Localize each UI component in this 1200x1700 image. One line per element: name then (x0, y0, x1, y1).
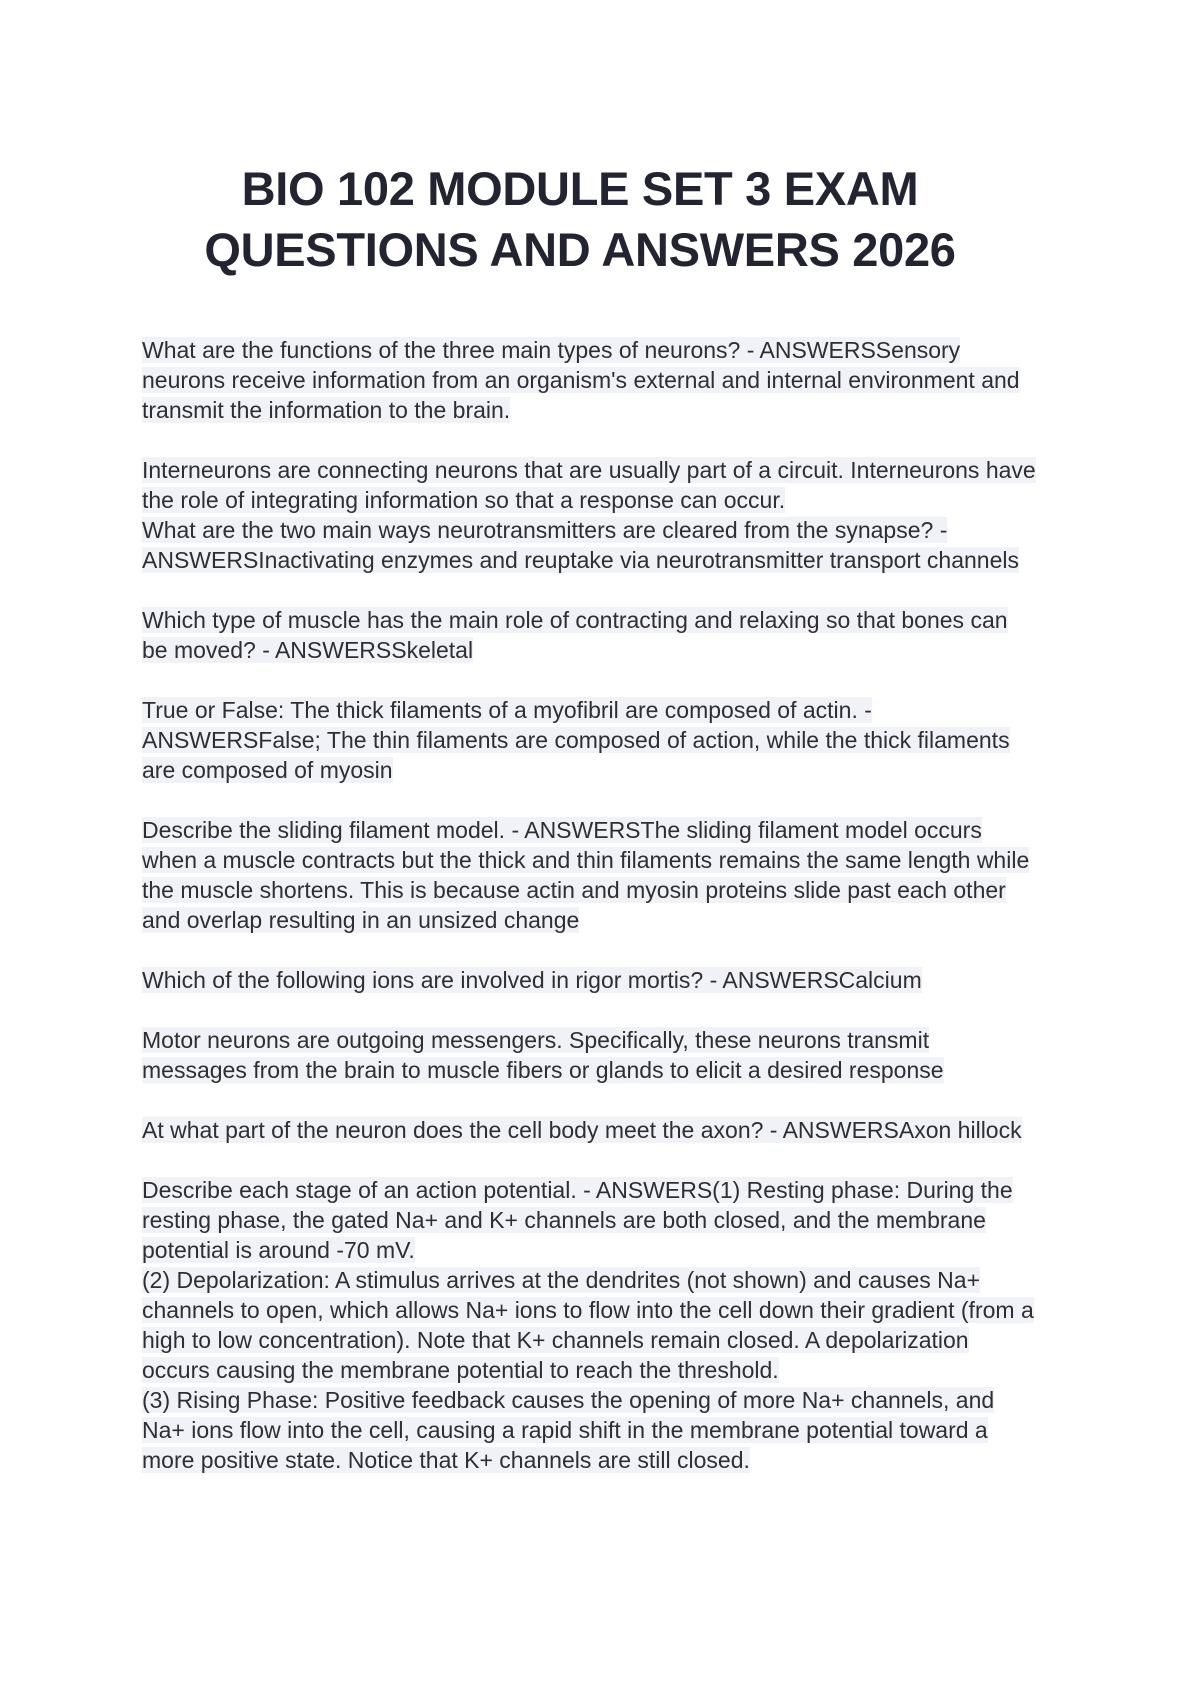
qa-item-interneurons (142, 455, 1072, 515)
qa-item-sliding-filament (142, 815, 1072, 935)
qa-content (142, 335, 1072, 1505)
text-line: channels to open, which allows Na+ ions to flow into the cell down their gradient (from a (142, 1297, 1034, 1323)
text-line: Which of the following ions are involved in rigor mortis? - ANSWERSCalcium (142, 967, 922, 993)
text-line: (2) Depolarization: A stimulus arrives at the dendrites (not shown) and causes Na+ (142, 1267, 981, 1293)
text-line: At what part of the neuron does the cell body meet the axon? - ANSWERSAxon hillock (142, 1117, 1022, 1143)
text-line: resting phase, the gated Na+ and K+ channels are both closed, and the membrane (142, 1207, 986, 1233)
qa-item-motor-neurons (142, 1025, 1072, 1085)
qa-item-muscle-type (142, 605, 1072, 665)
qa-item-neurotransmitter-clearance (142, 515, 1072, 575)
text-line: occurs causing the membrane potential to reach the threshold. (142, 1357, 779, 1383)
text-line: transmit the information to the brain. (142, 397, 511, 423)
text-line: ANSWERSFalse; The thin filaments are composed of action, while the thick filaments (142, 727, 1010, 753)
text-line: be moved? - ANSWERSSkeletal (142, 637, 474, 663)
title-line-1: BIO 102 MODULE SET 3 EXAM (241, 162, 919, 215)
text-line: ANSWERSInactivating enzymes and reuptake via neurotransmitter transport channels (142, 547, 1019, 573)
text-line: the role of integrating information so that a response can occur. (142, 487, 786, 513)
qa-item-neuron-types (142, 335, 1072, 425)
text-line: What are the functions of the three main types of neurons? - ANSWERSSensory (142, 337, 961, 363)
document-title (150, 158, 1010, 280)
text-line: Describe the sliding filament model. - ANSWERSThe sliding filament model occurs (142, 817, 982, 843)
text-line: Na+ ions flow into the cell, causing a rapid shift in the membrane potential toward a (142, 1417, 988, 1443)
text-line: Describe each stage of an action potential. - ANSWERS(1) Resting phase: During the (142, 1177, 1013, 1203)
text-line: high to low concentration). Note that K+ channels remain closed. A depolarization (142, 1327, 969, 1353)
text-line: and overlap resulting in an unsized change (142, 907, 580, 933)
text-line: Which type of muscle has the main role of contracting and relaxing so that bones can (142, 607, 1008, 633)
qa-item-thick-filaments (142, 695, 1072, 785)
text-line: Motor neurons are outgoing messengers. Specifically, these neurons transmit (142, 1027, 930, 1053)
text-line: when a muscle contracts but the thick and thin filaments remains the same length while (142, 847, 1030, 873)
text-line: potential is around -70 mV. (142, 1237, 415, 1263)
text-line: neurons receive information from an organism's external and internal environment and (142, 367, 1020, 393)
text-line: (3) Rising Phase: Positive feedback causes the opening of more Na+ channels, and (142, 1387, 995, 1413)
text-line: messages from the brain to muscle fibers or glands to elicit a desired response (142, 1057, 944, 1083)
qa-item-rigor-mortis (142, 965, 1072, 995)
text-line: What are the two main ways neurotransmitters are cleared from the synapse? - (142, 517, 948, 543)
qa-item-action-potential (142, 1175, 1072, 1475)
text-line: True or False: The thick filaments of a myofibril are composed of actin. - (142, 697, 872, 723)
title-line-2: QUESTIONS AND ANSWERS 2026 (204, 223, 956, 276)
text-line: are composed of myosin (142, 757, 393, 783)
text-line: the muscle shortens. This is because actin and myosin proteins slide past each other (142, 877, 1006, 903)
qa-item-axon-hillock (142, 1115, 1072, 1145)
text-line: more positive state. Notice that K+ channels are still closed. (142, 1447, 750, 1473)
text-line: Interneurons are connecting neurons that are usually part of a circuit. Interneurons have (142, 457, 1036, 483)
